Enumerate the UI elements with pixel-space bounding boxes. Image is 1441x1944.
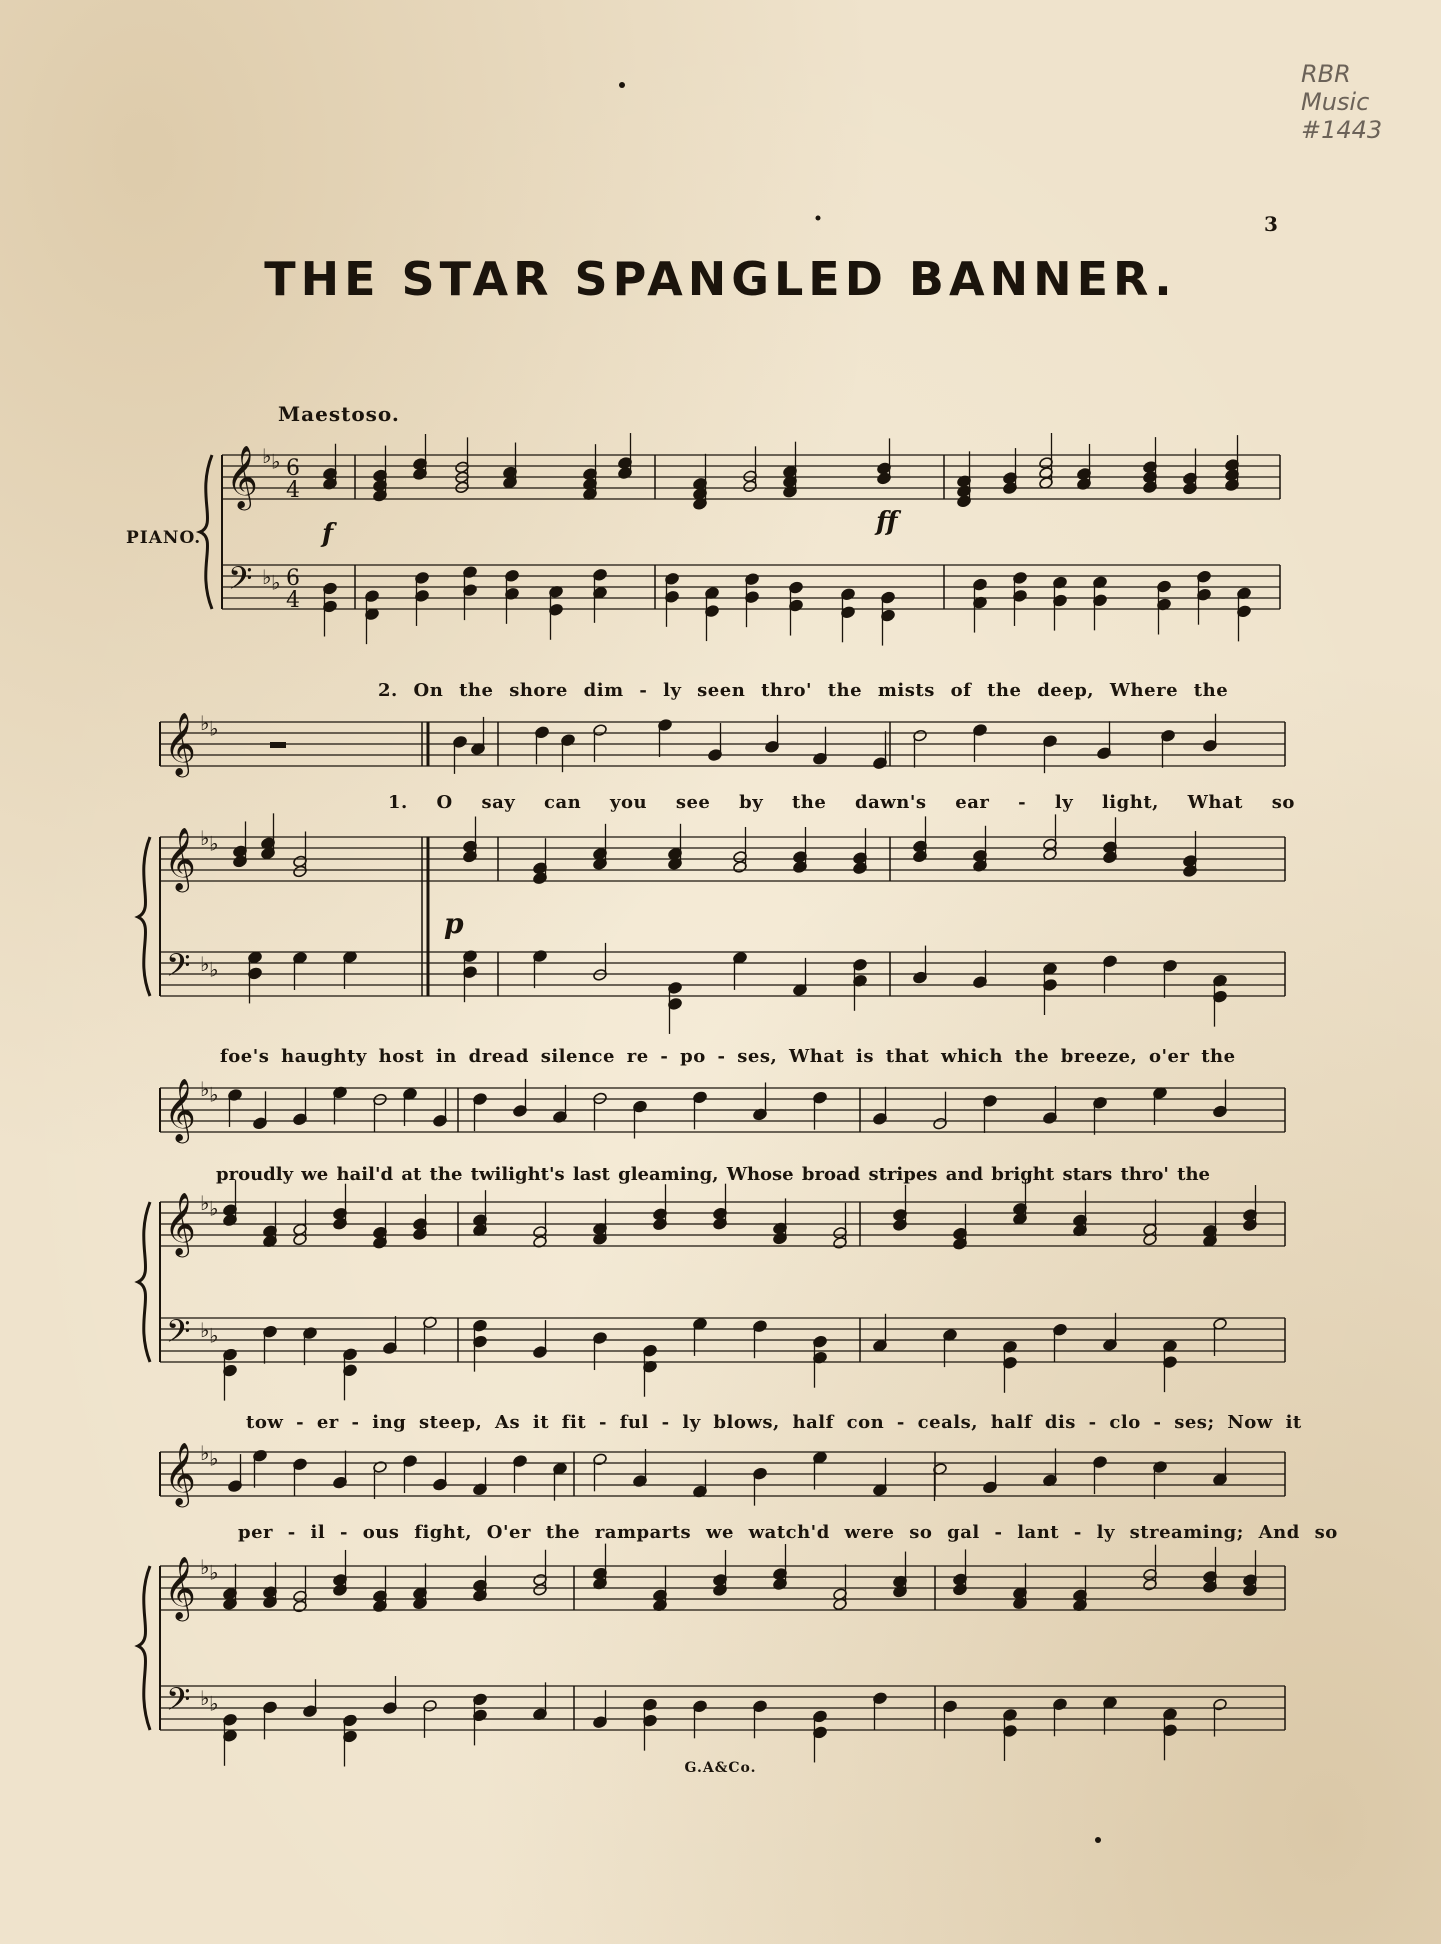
flat-accidental: ♭ <box>200 711 210 735</box>
lyric-verse-2-line-1: 2. On the shore dim - ly seen thro' the mists of the deep, Where the <box>378 680 1229 701</box>
ink-spot <box>619 82 625 88</box>
page-title: THE STAR SPANGLED BANNER. <box>264 252 1177 306</box>
treble-clef-icon: 𝄞 <box>226 445 258 508</box>
flat-accidental: ♭ <box>209 1691 219 1716</box>
page-number: 3 <box>1264 212 1278 236</box>
flat-accidental: ♭ <box>209 1560 219 1585</box>
ink-spot <box>816 216 821 221</box>
flat-accidental: ♭ <box>209 1446 219 1471</box>
flat-accidental: ♭ <box>200 1077 210 1101</box>
flat-accidental: ♭ <box>200 1555 210 1579</box>
archive-note-line: RBR <box>1301 60 1351 88</box>
dynamic-piano: p <box>444 907 464 940</box>
treble-clef-icon: 𝄞 <box>164 827 196 890</box>
flat-accidental: ♭ <box>200 1318 210 1342</box>
flat-accidental: ♭ <box>262 444 272 468</box>
tempo-marking: Maestoso. <box>278 402 400 426</box>
grand-staff-brace <box>138 837 150 996</box>
time-signature: 6 <box>286 456 300 481</box>
flat-accidental: ♭ <box>200 826 210 850</box>
lyric-verse-1-line-1: 1. O say can you see by the dawn's ear - ly light, What so <box>388 792 1295 813</box>
flat-accidental: ♭ <box>271 449 281 474</box>
dynamic-fortissimo: ff <box>876 507 898 537</box>
flat-accidental: ♭ <box>262 565 272 589</box>
archive-note-line: Music <box>1301 88 1370 116</box>
flat-accidental: ♭ <box>209 1082 219 1107</box>
archive-note-line: #1443 <box>1301 116 1383 144</box>
half-rest <box>270 742 286 748</box>
flat-accidental: ♭ <box>209 1323 219 1348</box>
flat-accidental: ♭ <box>209 957 219 982</box>
bass-clef-icon: 𝄢 <box>166 947 191 991</box>
grand-staff-brace <box>138 1202 150 1362</box>
flat-accidental: ♭ <box>200 952 210 976</box>
treble-clef-icon: 𝄞 <box>164 1556 196 1619</box>
flat-accidental: ♭ <box>200 1191 210 1215</box>
instrument-label: PIANO. <box>126 528 202 548</box>
flat-accidental: ♭ <box>271 570 281 595</box>
flat-accidental: ♭ <box>209 831 219 856</box>
lyric-verse-2-line-2: foe's haughty host in dread silence re - po - ses, What is that which the breeze, o'er the <box>220 1046 1236 1067</box>
flat-accidental: ♭ <box>209 1196 219 1221</box>
time-signature: 4 <box>286 478 300 503</box>
lyric-verse-2-line-3: tow - er - ing steep, As it fit - ful - ly blows, half con - ceals, half dis - clo - ses; Now it <box>246 1412 1302 1433</box>
treble-clef-icon: 𝄞 <box>164 1078 196 1141</box>
publisher-credit: G.A&Co. <box>684 1760 757 1776</box>
treble-clef-icon: 𝄞 <box>164 1442 196 1505</box>
bass-clef-icon: 𝄢 <box>166 1313 191 1357</box>
flat-accidental: ♭ <box>209 716 219 741</box>
grand-staff-brace <box>138 1566 150 1730</box>
ink-spot <box>1095 1837 1101 1843</box>
dynamic-forte: f <box>322 519 334 549</box>
flat-accidental: ♭ <box>200 1686 210 1710</box>
treble-clef-icon: 𝄞 <box>164 1192 196 1255</box>
time-signature: 4 <box>286 588 300 613</box>
bass-clef-icon: 𝄢 <box>166 1681 191 1725</box>
bass-clef-icon: 𝄢 <box>228 560 253 604</box>
lyric-verse-1-line-2: proudly we hail'd at the twilight's last gleaming, Whose broad stripes and bright stars thro' the <box>216 1164 1210 1185</box>
treble-clef-icon: 𝄞 <box>164 712 196 775</box>
time-signature: 6 <box>286 566 300 591</box>
lyric-verse-1-line-3: per - il - ous fight, O'er the ramparts we watch'd were so gal - lant - ly streaming; And so <box>238 1522 1338 1543</box>
flat-accidental: ♭ <box>200 1441 210 1465</box>
grand-staff-brace <box>200 455 212 609</box>
